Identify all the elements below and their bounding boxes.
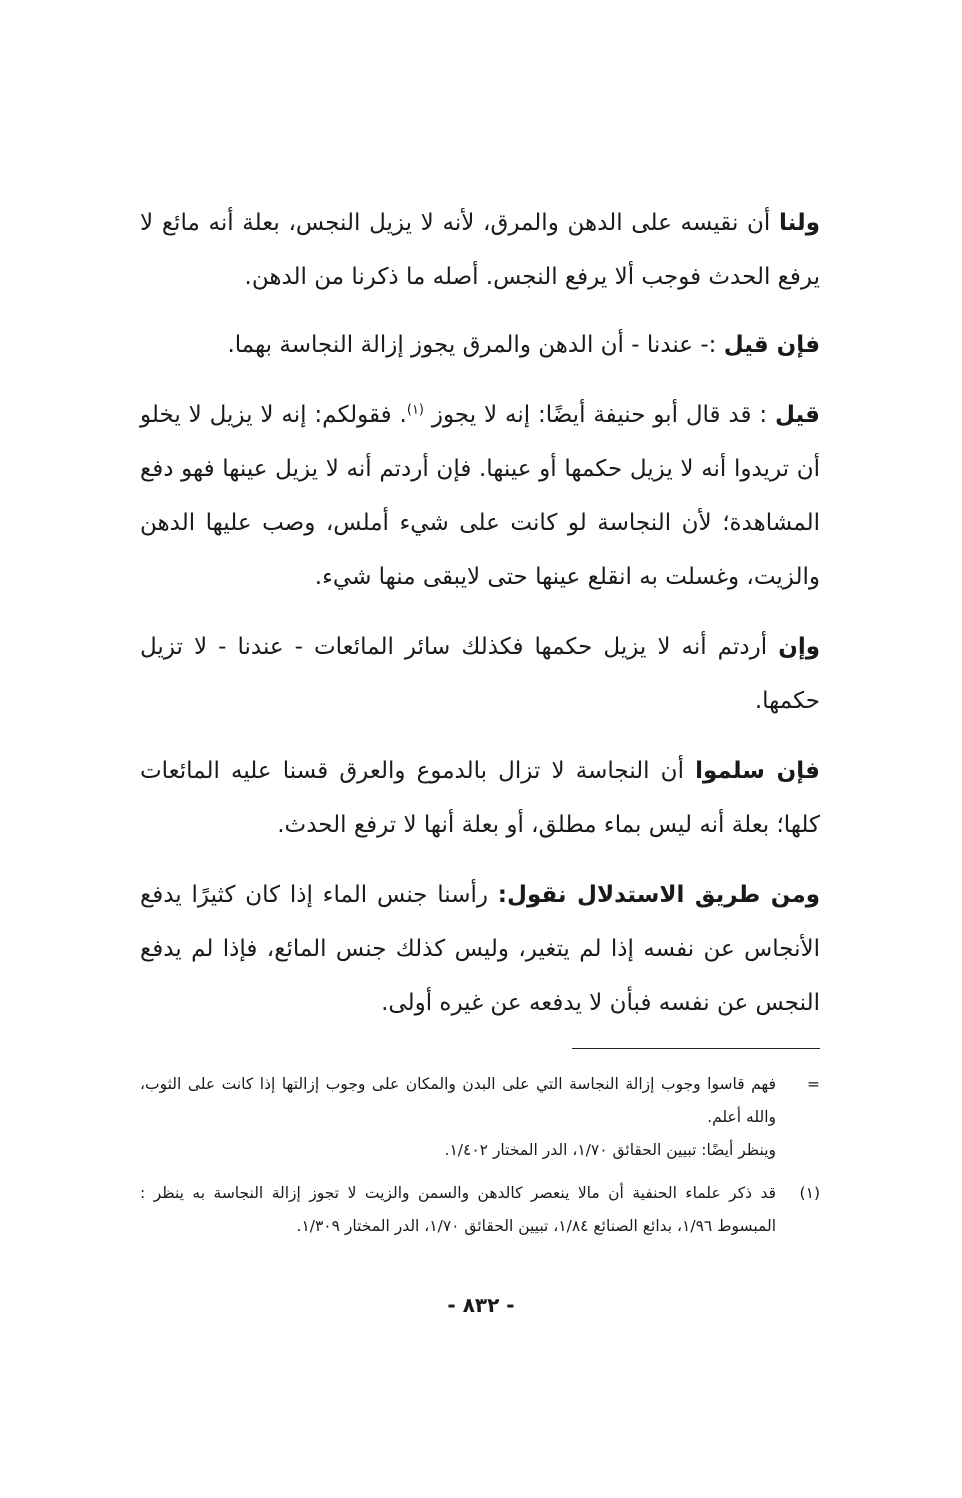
paragraph-text: رأسنا جنس الماء إذا كان كثيرًا يدفع الأنجاس عن نفسه إذا لم يتغير، وليس كذلك جنس المائع، فإذا لم يدفع النجس عن نفسه فبأن لا يدفعه عن غيره أولى. (140, 882, 820, 1016)
paragraph-lead: وإن (778, 634, 820, 660)
footnote-reference: (١) (406, 402, 424, 418)
footnote-1 (140, 1177, 820, 1243)
footnote-line: قد ذكر علماء الحنفية أن مالا ينعصر كالدهن والسمن والزيت لا تجوز إزالة النجاسة به ينظر : المبسوط ١/٩٦، بدائع الصنائع ١/٨٤، تبيين الحقائق ١/٧٠، الدر المختار ١/٣٠٩. (140, 1184, 776, 1235)
paragraph-text: :- عندنا - أن الدهن والمرق يجوز إزالة النجاسة بهما. (227, 332, 724, 358)
footnote-continuation (140, 1068, 820, 1167)
paragraph-text: أردتم أنه لا يزيل حكمها فكذلك سائر المائعات - عندنا - لا تزيل حكمها. (140, 634, 820, 714)
paragraph-text: أن نقيسه على الدهن والمرق، لأنه لا يزيل النجس، بعلة أنه مائع لا يرفع الحدث فوجب ألا يرفع النجس. أصله ما ذكرنا من الدهن. (140, 210, 820, 290)
paragraph-text: أن النجاسة لا تزال بالدموع والعرق قسنا عليه المائعات كلها؛ بعلة أنه ليس بماء مطلق، أو بعلة أنها لا ترفع الحدث. (140, 758, 820, 838)
footnote-marker: = (807, 1075, 820, 1093)
paragraph-lead: فإن سلموا (695, 758, 820, 784)
paragraph-1 (140, 196, 820, 304)
footnote-line: وينظر أيضًا: تبيين الحقائق ١/٧٠، الدر المختار ١/٤٠٢. (444, 1141, 776, 1159)
footnote-line: فهم قاسوا وجوب إزالة النجاسة التي على البدن والمكان على وجوب إزالتها إذا كانت على الثوب، والله أعلم. (140, 1075, 776, 1126)
paragraph-4 (140, 620, 820, 728)
footnote-separator (572, 1048, 820, 1049)
paragraph-6 (140, 868, 820, 1030)
paragraph-text-continued: . فقولكم: إنه لا يزيل لا يخلو أن تريدوا أنه لا يزيل حكمها أو عينها. فإن أردتم أنه لا يزيل عينها فهو دفع المشاهدة؛ لأن النجاسة لو كانت على شيء أملس، وصب عليها الدهن والزيت، وغسلت به انقلع عينها حتى لايبقى منها شيء. (140, 402, 820, 590)
main-text-body (140, 196, 820, 1046)
paragraph-2 (140, 318, 820, 372)
paragraph-lead: فإن قيل (723, 332, 820, 358)
paragraph-lead: ولنا (779, 210, 820, 236)
paragraph-lead: قيل (775, 402, 820, 428)
page-number: - ٨٣٢ - (447, 1293, 515, 1317)
paragraph-5 (140, 744, 820, 852)
paragraph-3 (140, 388, 820, 604)
footnotes (140, 1068, 820, 1253)
paragraph-text: : قد قال أبو حنيفة أيضًا: إنه لا يجوز (424, 402, 776, 428)
paragraph-lead: ومن طريق الاستدلال نقول: (497, 882, 820, 908)
footnote-marker: (١) (799, 1184, 820, 1202)
